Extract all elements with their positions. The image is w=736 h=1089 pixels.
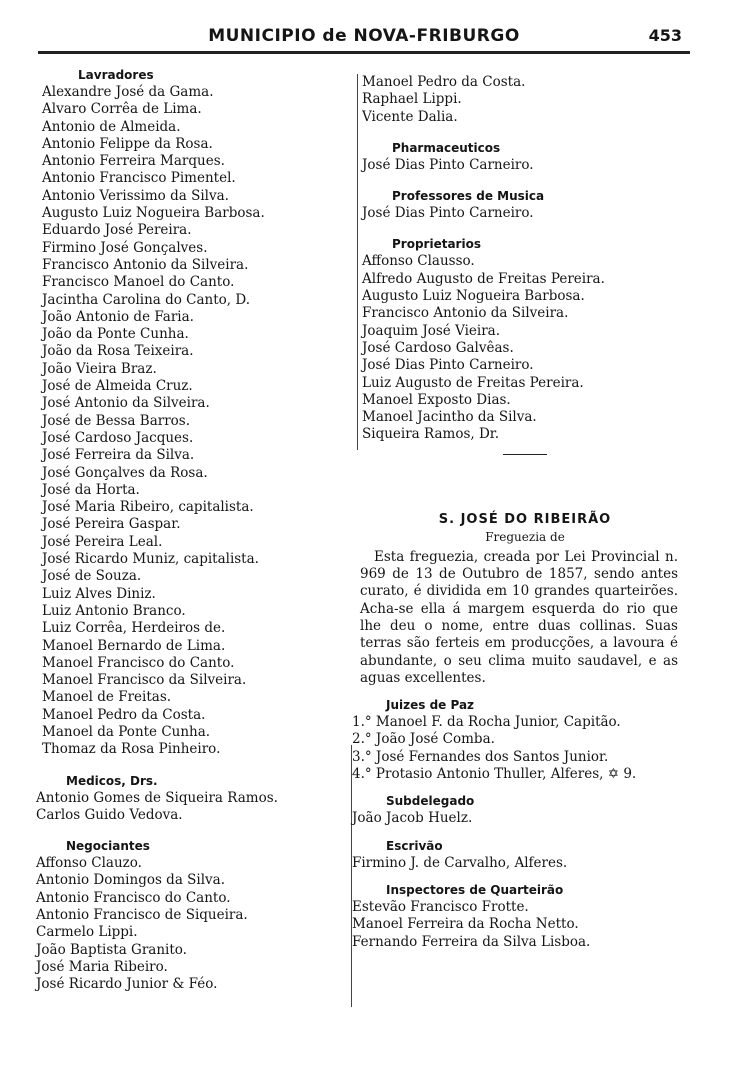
list-item: José Antonio da Silveira. bbox=[42, 395, 210, 412]
list-item: Antonio Francisco de Siqueira. bbox=[36, 907, 248, 924]
list-item: José Dias Pinto Carneiro. bbox=[362, 205, 534, 222]
parish-description: Esta freguezia, creada por Lei Provincial n. 969 de 13 de Outubro de 1857, sendo antes curato, é dividida em 10 grandes quarteirões. Acha-se ella á margem esquerda do rio que lhe deu o nome, entre duas collinas. Suas terras são ferteis em producções, a lavoura é abundante, o seu clima muito saudavel, e as aguas excellentes. bbox=[360, 548, 678, 686]
list-item: José Pereira Leal. bbox=[42, 533, 163, 550]
list-item: Manoel Francisco do Canto. bbox=[42, 654, 235, 671]
list-item: Manoel Francisco da Silveira. bbox=[42, 672, 247, 689]
section-heading-proprietarios: Proprietarios bbox=[392, 237, 481, 252]
list-item: Manoel Pedro da Costa. bbox=[42, 706, 206, 723]
list-negociantes bbox=[36, 855, 342, 993]
list-item: Luiz Antonio Branco. bbox=[42, 602, 186, 619]
list-item: José Ricardo Muniz, capitalista. bbox=[42, 551, 259, 568]
list-item: José Cardoso Galvêas. bbox=[362, 339, 514, 356]
section-heading-subdelegado: Subdelegado bbox=[386, 794, 475, 809]
list-item: José de Bessa Barros. bbox=[42, 412, 190, 429]
list-item: João Jacob Huelz. bbox=[352, 810, 473, 827]
list-inspectores bbox=[352, 899, 698, 951]
list-item: Manoel Ferreira da Rocha Netto. bbox=[352, 916, 579, 933]
list-item: José de Souza. bbox=[42, 568, 142, 585]
list-item: Fernando Ferreira da Silva Lisboa. bbox=[352, 933, 591, 950]
header-rule bbox=[38, 51, 690, 54]
list-item: Manoel Pedro da Costa. bbox=[362, 74, 526, 90]
list-item: José de Almeida Cruz. bbox=[42, 378, 193, 395]
list-item: Alfredo Augusto de Freitas Pereira. bbox=[362, 270, 605, 287]
list-item: Antonio Verissimo da Silva. bbox=[42, 187, 229, 204]
list-item: João Vieira Braz. bbox=[42, 360, 157, 377]
list-item: Thomaz da Rosa Pinheiro. bbox=[42, 741, 221, 758]
list-item: Manoel Exposto Dias. bbox=[362, 391, 511, 408]
list-item: 1.° Manoel F. da Rocha Junior, Capitão. bbox=[352, 714, 621, 731]
list-item: Manoel da Ponte Cunha. bbox=[42, 723, 211, 740]
list-item: José Cardoso Jacques. bbox=[42, 429, 194, 446]
list-item: Antonio Domingos da Silva. bbox=[36, 872, 226, 889]
list-item: Carlos Guido Vedova. bbox=[36, 806, 183, 823]
list-item: Firmino J. de Carvalho, Alferes. bbox=[352, 854, 568, 871]
list-item: Francisco Manoel do Canto. bbox=[42, 274, 235, 291]
list-item: Luiz Alves Diniz. bbox=[42, 585, 156, 602]
list-item: Affonso Clauzo. bbox=[36, 855, 142, 872]
list-medicos bbox=[36, 790, 342, 825]
list-item: João da Ponte Cunha. bbox=[42, 326, 189, 343]
list-item: José Ricardo Junior & Féo. bbox=[36, 976, 218, 993]
section-heading-escrivao: Escrivão bbox=[386, 838, 443, 853]
section-heading-pharmaceuticos: Pharmaceuticos bbox=[392, 140, 501, 155]
list-item: Joaquim José Vieira. bbox=[362, 322, 501, 339]
list-item: Manoel de Freitas. bbox=[42, 689, 172, 706]
list-item: Luiz Augusto de Freitas Pereira. bbox=[362, 374, 584, 391]
list-item: Augusto Luiz Nogueira Barbosa. bbox=[42, 205, 265, 222]
list-item: Estevão Francisco Frotte. bbox=[352, 898, 529, 915]
list-item: Alvaro Corrêa de Lima. bbox=[42, 101, 202, 118]
list-item: Firmino José Gonçalves. bbox=[42, 239, 208, 256]
list-item: 3.° José Fernandes dos Santos Junior. bbox=[352, 748, 609, 765]
list-item: José Gonçalves da Rosa. bbox=[42, 464, 208, 481]
page-title: MUNICIPIO de NOVA-FRIBURGO bbox=[208, 26, 520, 46]
list-juizes bbox=[352, 714, 698, 783]
list-item: Augusto Luiz Nogueira Barbosa. bbox=[362, 288, 585, 305]
section-heading-medicos: Medicos, Drs. bbox=[66, 773, 158, 788]
section-heading-lavradores: Lavradores bbox=[78, 68, 154, 82]
list-item: Eduardo José Pereira. bbox=[42, 222, 192, 239]
left-column bbox=[36, 66, 342, 994]
parish-title: S. JOSÉ DO RIBEIRÃO bbox=[438, 511, 612, 527]
list-item: Siqueira Ramos, Dr. bbox=[362, 426, 500, 443]
list-item: Antonio Ferreira Marques. bbox=[42, 153, 225, 170]
list-item: José Dias Pinto Carneiro. bbox=[362, 357, 534, 374]
list-proprietarios bbox=[352, 253, 698, 443]
list-item: José Pereira Gaspar. bbox=[42, 516, 181, 533]
list-item: Jacintha Carolina do Canto, D. bbox=[42, 291, 251, 308]
section-heading-negociantes: Negociantes bbox=[66, 839, 150, 854]
parish-subtitle: Freguezia de bbox=[485, 529, 565, 544]
list-item: Antonio Francisco Pimentel. bbox=[42, 170, 236, 187]
list-item: José da Horta. bbox=[42, 481, 140, 498]
list-continued bbox=[352, 74, 698, 126]
list-item: Antonio Francisco do Canto. bbox=[36, 889, 231, 906]
list-item: Antonio de Almeida. bbox=[42, 118, 181, 135]
list-item: Manoel Bernardo de Lima. bbox=[42, 637, 226, 654]
section-heading-inspectores: Inspectores de Quarteirão bbox=[386, 882, 564, 897]
section-heading-professores: Professores de Musica bbox=[392, 189, 545, 204]
list-subdelegado bbox=[352, 810, 698, 827]
list-item: 2.° João José Comba. bbox=[352, 731, 495, 748]
list-item: Francisco Antonio da Silveira. bbox=[42, 256, 249, 273]
list-item: Manoel Jacintho da Silva. bbox=[362, 409, 537, 426]
list-item: João da Rosa Teixeira. bbox=[42, 343, 194, 360]
list-item: João Antonio de Faria. bbox=[42, 308, 194, 325]
list-item: Carmelo Lippi. bbox=[36, 924, 138, 941]
list-item: José Ferreira da Silva. bbox=[42, 447, 195, 464]
list-item: Francisco Antonio da Silveira. bbox=[362, 305, 569, 322]
page-number: 453 bbox=[648, 26, 682, 45]
list-item: José Maria Ribeiro. bbox=[36, 958, 168, 975]
list-item: Vicente Dalia. bbox=[362, 108, 458, 125]
list-item: Affonso Clausso. bbox=[362, 253, 475, 270]
list-lavradores bbox=[36, 84, 342, 759]
list-item: Luiz Corrêa, Herdeiros de. bbox=[42, 620, 226, 637]
list-escrivao bbox=[352, 855, 698, 872]
list-item: Alexandre José da Gama. bbox=[42, 84, 214, 100]
list-item: João Baptista Granito. bbox=[36, 941, 187, 958]
section-heading-juizes: Juizes de Paz bbox=[386, 698, 475, 713]
list-item: Raphael Lippi. bbox=[362, 91, 462, 108]
list-item: Antonio Felippe da Rosa. bbox=[42, 135, 213, 152]
right-column bbox=[352, 74, 698, 951]
list-professores bbox=[352, 205, 698, 222]
section-divider bbox=[503, 454, 547, 455]
list-item: 4.° Protasio Antonio Thuller, Alferes, ✡ 9. bbox=[352, 766, 637, 783]
list-item: José Maria Ribeiro, capitalista. bbox=[42, 499, 254, 516]
list-pharmaceuticos bbox=[352, 157, 698, 174]
list-item: José Dias Pinto Carneiro. bbox=[362, 156, 534, 173]
page-header bbox=[38, 20, 690, 54]
list-item: Antonio Gomes de Siqueira Ramos. bbox=[36, 789, 278, 806]
